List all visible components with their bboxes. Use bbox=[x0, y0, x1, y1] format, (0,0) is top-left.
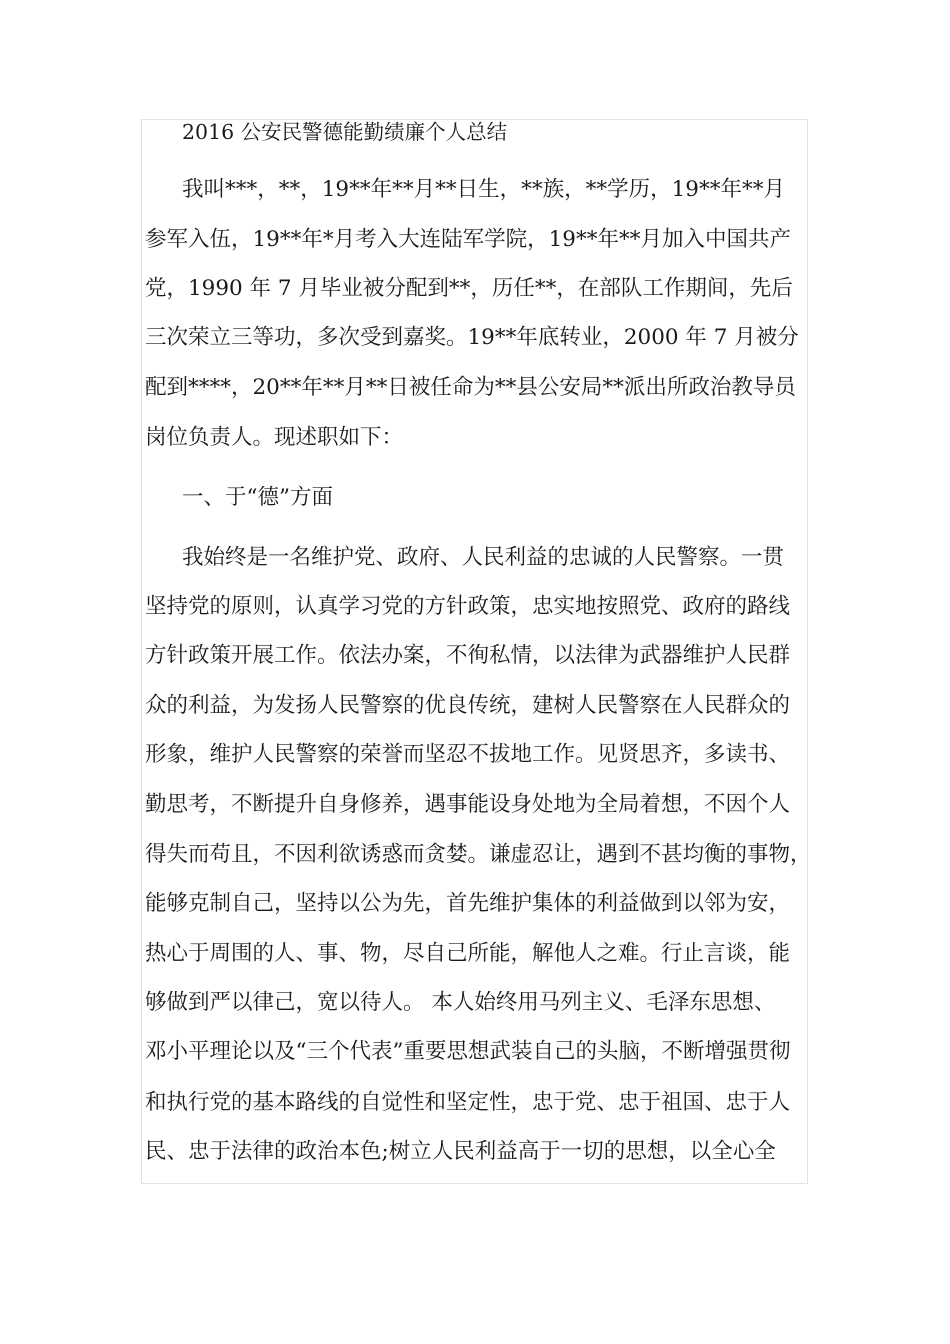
paragraph-line: 得失而苟且，不因利欲诱惑而贪婪。谦虚忍让，遇到不甚均衡的事物， bbox=[145, 842, 812, 867]
paragraph-line: 党，1990 年 7 月毕业被分配到**，历任**，在部队工作期间，先后 bbox=[145, 276, 793, 301]
paragraph-line: 形象，维护人民警察的荣誉而坚忍不拔地工作。见贤思齐，多读书、 bbox=[145, 742, 791, 767]
paragraph-line: 三次荣立三等功，多次受到嘉奖。19**年底转业，2000 年 7 月被分 bbox=[145, 325, 799, 350]
paragraph-line: 勤思考，不断提升自身修养，遇事能设身处地为全局着想，不因个人 bbox=[145, 792, 791, 817]
paragraph-line: 配到****，20**年**月**日被任命为**县公安局**派出所政治教导员 bbox=[145, 375, 796, 400]
paragraph-line: 邓小平理论以及“三个代表”重要思想武装自己的头脑，不断增强贯彻 bbox=[145, 1039, 791, 1064]
paragraph-line: 坚持党的原则，认真学习党的方针政策，忠实地按照党、政府的路线 bbox=[145, 594, 791, 619]
paragraph-line: 和执行党的基本路线的自觉性和坚定性，忠于党、忠于祖国、忠于人 bbox=[145, 1090, 791, 1115]
paragraph-line: 参军入伍，19**年*月考入大连陆军学院，19**年**月加入中国共产 bbox=[145, 227, 791, 252]
paragraph-line: 热心于周围的人、事、物，尽自己所能，解他人之难。行止言谈，能 bbox=[145, 941, 791, 966]
paragraph-line: 众的利益，为发扬人民警察的优良传统，建树人民警察在人民群众的 bbox=[145, 693, 791, 718]
paragraph-line: 我始终是一名维护党、政府、人民利益的忠诚的人民警察。一贯 bbox=[182, 545, 785, 570]
section-heading: 一、于“德”方面 bbox=[182, 485, 333, 510]
paragraph-line: 民、忠于法律的政治本色;树立人民利益高于一切的思想，以全心全 bbox=[145, 1139, 776, 1164]
paragraph-line: 我叫***，**，19**年**月**日生，**族，**学历，19**年**月 bbox=[182, 177, 785, 202]
paragraph-line: 岗位负责人。现述职如下： bbox=[145, 425, 404, 450]
paragraph-line: 能够克制自己，坚持以公为先，首先维护集体的利益做到以邻为安， bbox=[145, 891, 791, 916]
paragraph-line: 够做到严以律己，宽以待人。 本人始终用马列主义、毛泽东思想、 bbox=[145, 990, 776, 1015]
document-title: 2016 公安民警德能勤绩廉个人总结 bbox=[182, 120, 508, 144]
paragraph-line: 方针政策开展工作。依法办案，不徇私情，以法律为武器维护人民群 bbox=[145, 643, 791, 668]
